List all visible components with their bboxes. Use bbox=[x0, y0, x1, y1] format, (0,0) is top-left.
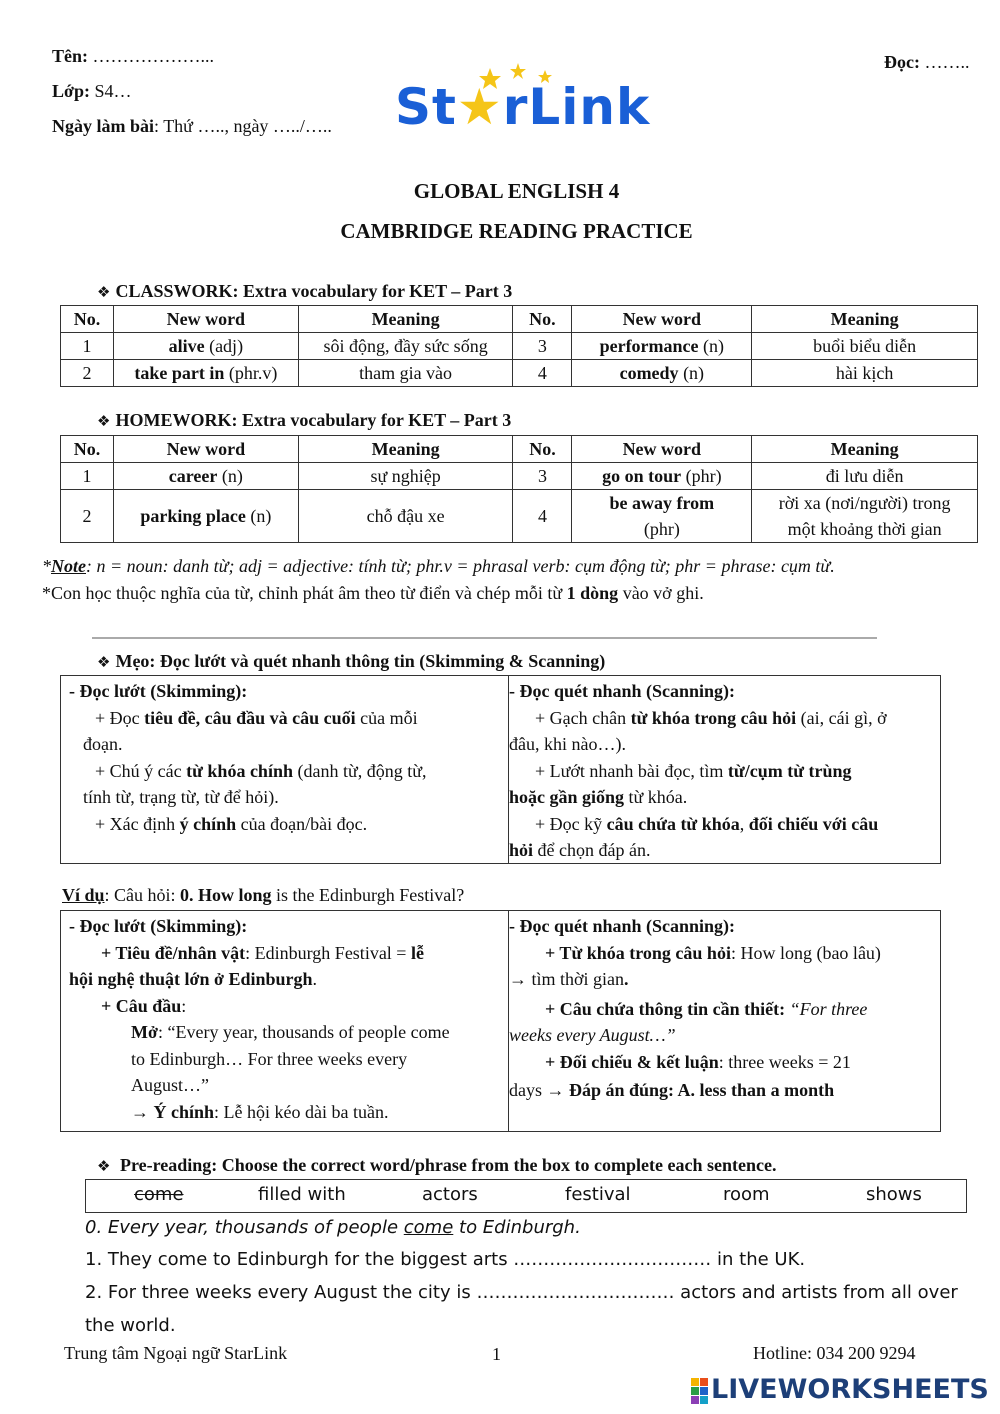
col-header: Meaning bbox=[752, 436, 978, 463]
tips-heading: ❖ Mẹo: Đọc lướt và quét nhanh thông tin (Skimming & Scanning) bbox=[97, 651, 606, 671]
col-header: Meaning bbox=[752, 306, 978, 333]
table-cell: 3 bbox=[513, 463, 572, 490]
table-cell: rời xa (nơi/người) trong một khoảng thời gian bbox=[752, 490, 978, 543]
scanning-column: - Đọc quét nhanh (Scanning): + Gạch chân từ khóa trong câu hỏi (ai, cái gì, ở đâu, khi nào…). + Lướt nhanh bài đọc, tìm từ/cụm từ trùng hoặc gần giống từ khóa. + Đọc kỹ câu chứa từ khóa, đối chiếu với câu hỏi để chọn đáp án. bbox=[509, 681, 887, 860]
homework-heading: ❖ HOMEWORK: Extra vocabulary for KET – Part 3 bbox=[97, 410, 512, 430]
sentence-0: 0. Every year, thousands of people come to Edinburgh. bbox=[85, 1217, 581, 1238]
sentence-2: 2. For three weeks every August the city is …………………………… actors and artists from all over bbox=[85, 1282, 958, 1303]
sentence-1: 1. They come to Edinburgh for the biggest arts …………………………… in the UK. bbox=[85, 1249, 806, 1270]
table-header-row bbox=[61, 306, 978, 333]
table-cell: career (n) bbox=[113, 463, 298, 490]
word-bank-item: come bbox=[134, 1184, 184, 1205]
col-header: Meaning bbox=[298, 306, 513, 333]
abbreviation-note: *Note: n = noun: danh từ; adj = adjective: tính từ; phr.v = phrasal verb: cụm động từ; phr = phrase: cụm từ. bbox=[42, 556, 835, 576]
table-row bbox=[61, 360, 978, 387]
table-cell: parking place (n) bbox=[113, 490, 298, 543]
prereading-heading: ❖ Pre-reading: Choose the correct word/phrase from the box to complete each sentence. bbox=[97, 1155, 777, 1175]
diamond-bullet-icon: ❖ bbox=[97, 653, 111, 671]
logo-wordmark: St★rLink bbox=[395, 78, 651, 136]
classwork-heading: ❖ CLASSWORK: Extra vocabulary for KET – Part 3 bbox=[97, 281, 513, 301]
page-number: 1 bbox=[492, 1344, 501, 1364]
date-line: Ngày làm bài: Thứ ….., ngày …../….. bbox=[52, 116, 332, 136]
col-header: New word bbox=[113, 436, 298, 463]
table-cell: chỗ đậu xe bbox=[298, 490, 513, 543]
table-cell: take part in (phr.v) bbox=[113, 360, 298, 387]
diamond-bullet-icon: ❖ bbox=[97, 412, 111, 430]
study-instruction: *Con học thuộc nghĩa của từ, chỉnh phát âm theo từ điển và chép mỗi từ 1 dòng vào vở ghi. bbox=[42, 583, 704, 603]
word-bank-item: actors bbox=[422, 1184, 478, 1205]
footer-hotline: Hotline: 034 200 9294 bbox=[753, 1343, 916, 1363]
table-cell: comedy (n) bbox=[572, 360, 752, 387]
liveworksheets-wordmark: LIVEWORKSHEETS bbox=[711, 1374, 989, 1405]
table-cell: 2 bbox=[61, 360, 114, 387]
col-header: No. bbox=[513, 436, 572, 463]
skimming-column: - Đọc lướt (Skimming): + Đọc tiêu đề, câu đầu và câu cuối của mỗi đoạn. + Chú ý các từ khóa chính (danh từ, động từ, tính từ, trạng từ, từ để hỏi). + Xác định ý chính của đoạn/bài đọc. bbox=[61, 676, 509, 863]
table-row bbox=[61, 490, 978, 543]
classwork-vocab-table bbox=[60, 305, 978, 387]
table-cell: 4 bbox=[513, 490, 572, 543]
class-line: Lớp: S4… bbox=[52, 81, 132, 101]
col-header: New word bbox=[572, 306, 752, 333]
example-skimming-column: - Đọc lướt (Skimming): + Tiêu đề/nhân vật: Edinburgh Festival = lễ hội nghệ thuật lớn ở Edinburgh. + Câu đầu: Mở: “Every year, thousands of people come to Edinburgh… For three weeks every August…” → Ý chính: Lễ hội kéo dài ba tuần. bbox=[61, 911, 509, 1131]
example-box bbox=[60, 910, 941, 1132]
table-cell: sôi động, đầy sức sống bbox=[298, 333, 513, 360]
table-cell: 4 bbox=[513, 360, 572, 387]
table-cell: buổi biểu diễn bbox=[752, 333, 978, 360]
table-cell: sự nghiệp bbox=[298, 463, 513, 490]
table-cell: 1 bbox=[61, 463, 114, 490]
table-cell: alive (adj) bbox=[113, 333, 298, 360]
table-cell: đi lưu diễn bbox=[752, 463, 978, 490]
table-cell: be away from (phr) bbox=[572, 490, 752, 543]
example-scanning-column: - Đọc quét nhanh (Scanning): + Từ khóa trong câu hỏi: How long (bao lâu) → tìm thời gian. + Câu chứa thông tin cần thiết: “For three weeks every August…” + Đối chiếu & kết luận: three weeks = 21 days → Đáp án đúng: A. less than a month bbox=[509, 916, 881, 1100]
page-title: GLOBAL ENGLISH 4 bbox=[413, 179, 620, 203]
col-header: New word bbox=[572, 436, 752, 463]
word-bank-item: shows bbox=[866, 1184, 922, 1205]
example-question: Ví dụ: Câu hỏi: 0. How long is the Edinburgh Festival? bbox=[62, 885, 465, 905]
table-cell: 1 bbox=[61, 333, 114, 360]
word-bank-box bbox=[85, 1179, 967, 1213]
diamond-bullet-icon: ❖ bbox=[97, 1157, 111, 1175]
table-cell: go on tour (phr) bbox=[572, 463, 752, 490]
sentence-2-continued: the world. bbox=[85, 1315, 176, 1336]
table-row bbox=[61, 463, 978, 490]
col-header: No. bbox=[513, 306, 572, 333]
col-header: New word bbox=[113, 306, 298, 333]
word-bank-item: room bbox=[723, 1184, 770, 1205]
table-cell: 3 bbox=[513, 333, 572, 360]
word-bank-item: festival bbox=[565, 1184, 631, 1205]
table-cell: 2 bbox=[61, 490, 114, 543]
homework-vocab-table bbox=[60, 435, 978, 543]
tips-box bbox=[60, 675, 941, 864]
page-subtitle: CAMBRIDGE READING PRACTICE bbox=[340, 219, 693, 243]
col-header: Meaning bbox=[298, 436, 513, 463]
name-line: Tên: ………………... bbox=[52, 46, 214, 66]
table-cell: performance (n) bbox=[572, 333, 752, 360]
footer-center-name: Trung tâm Ngoại ngữ StarLink bbox=[64, 1343, 288, 1363]
table-header-row bbox=[61, 436, 978, 463]
col-header: No. bbox=[61, 436, 114, 463]
reading-score-line: Đọc: …….. bbox=[884, 52, 970, 72]
section-divider bbox=[92, 637, 877, 639]
diamond-bullet-icon: ❖ bbox=[97, 283, 111, 301]
col-header: No. bbox=[61, 306, 114, 333]
word-bank-item: filled with bbox=[258, 1184, 346, 1205]
table-cell: tham gia vào bbox=[298, 360, 513, 387]
table-row bbox=[61, 333, 978, 360]
starlink-logo bbox=[395, 62, 651, 140]
table-cell: hài kịch bbox=[752, 360, 978, 387]
liveworksheets-logo bbox=[689, 1374, 992, 1408]
